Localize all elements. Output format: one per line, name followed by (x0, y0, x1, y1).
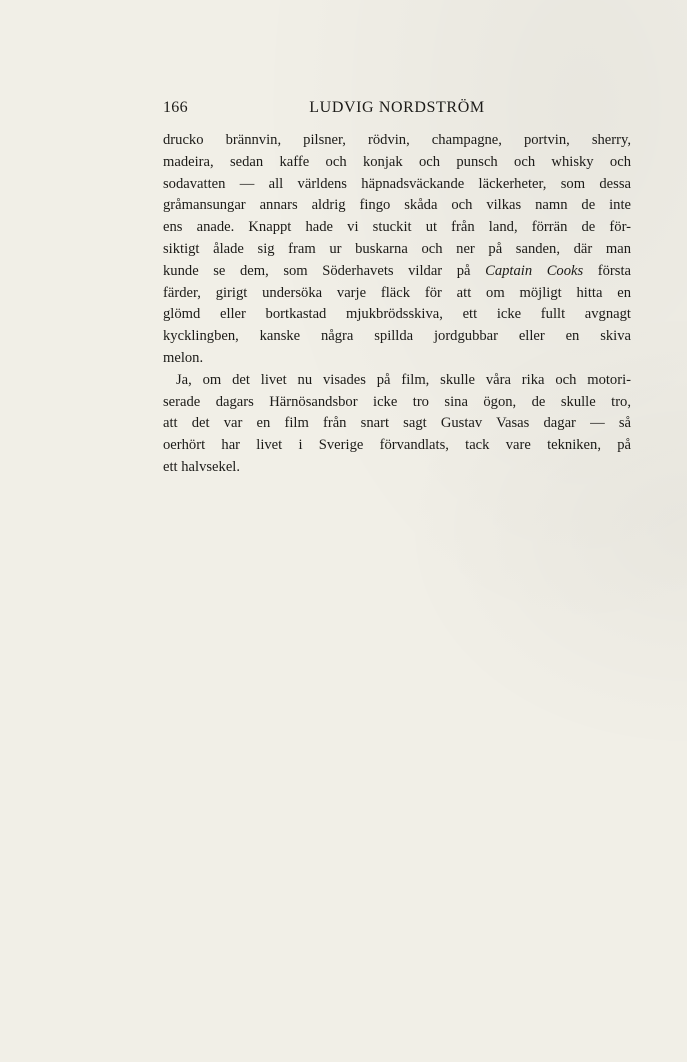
text-fragment: första (583, 262, 631, 279)
text-line: Ja, om det livet nu visades på film, skulle våra rika och motori- (176, 371, 631, 388)
text-line: ett halvsekel. (163, 458, 240, 475)
paragraph (163, 370, 631, 479)
page-number: 166 (163, 99, 188, 116)
text-line: oerhört har livet i Sverige förvandlats, tack vare tekniken, på (163, 437, 631, 454)
running-title: LUDVIG NORDSTRÖM (309, 99, 485, 116)
paragraph (163, 130, 631, 370)
text-line: färder, girigt undersöka varje fläck för att om möjligt hitta en (163, 284, 631, 301)
text-fragment: kunde se dem, som Söderhavets vildar på (163, 262, 486, 279)
text-line: kycklingben, kanske några spillda jordgubbar eller en skiva (163, 328, 631, 345)
text-line: ens anade. Knappt hade vi stuckit ut från land, förrän de för- (163, 219, 631, 236)
text-line: drucko brännvin, pilsner, rödvin, champagne, portvin, sherry, (163, 132, 631, 148)
text-line: melon. (163, 349, 204, 366)
text-line: siktigt ålade sig fram ur buskarna och ner på sanden, där man (163, 240, 631, 257)
text-line: madeira, sedan kaffe och konjak och punsch och whisky och (163, 153, 631, 170)
text-line: glömd eller bortkastad mjukbrödsskiva, ett icke fullt avgnagt (163, 306, 631, 323)
text-line: gråmansungar annars aldrig fingo skåda och vilkas namn de inte (163, 197, 631, 214)
italic-title: Captain Cooks (485, 262, 584, 279)
text-line: serade dagars Härnösandsbor icke tro sina ögon, de skulle tro, (163, 393, 631, 410)
text-line (163, 261, 631, 283)
body-text (163, 130, 631, 479)
text-line: sodavatten — all världens häpnadsväckande läckerheter, som dessa (163, 175, 631, 192)
running-head (163, 99, 631, 121)
text-line: att det var en film från snart sagt Gustav Vasas dagar — så (163, 415, 631, 432)
